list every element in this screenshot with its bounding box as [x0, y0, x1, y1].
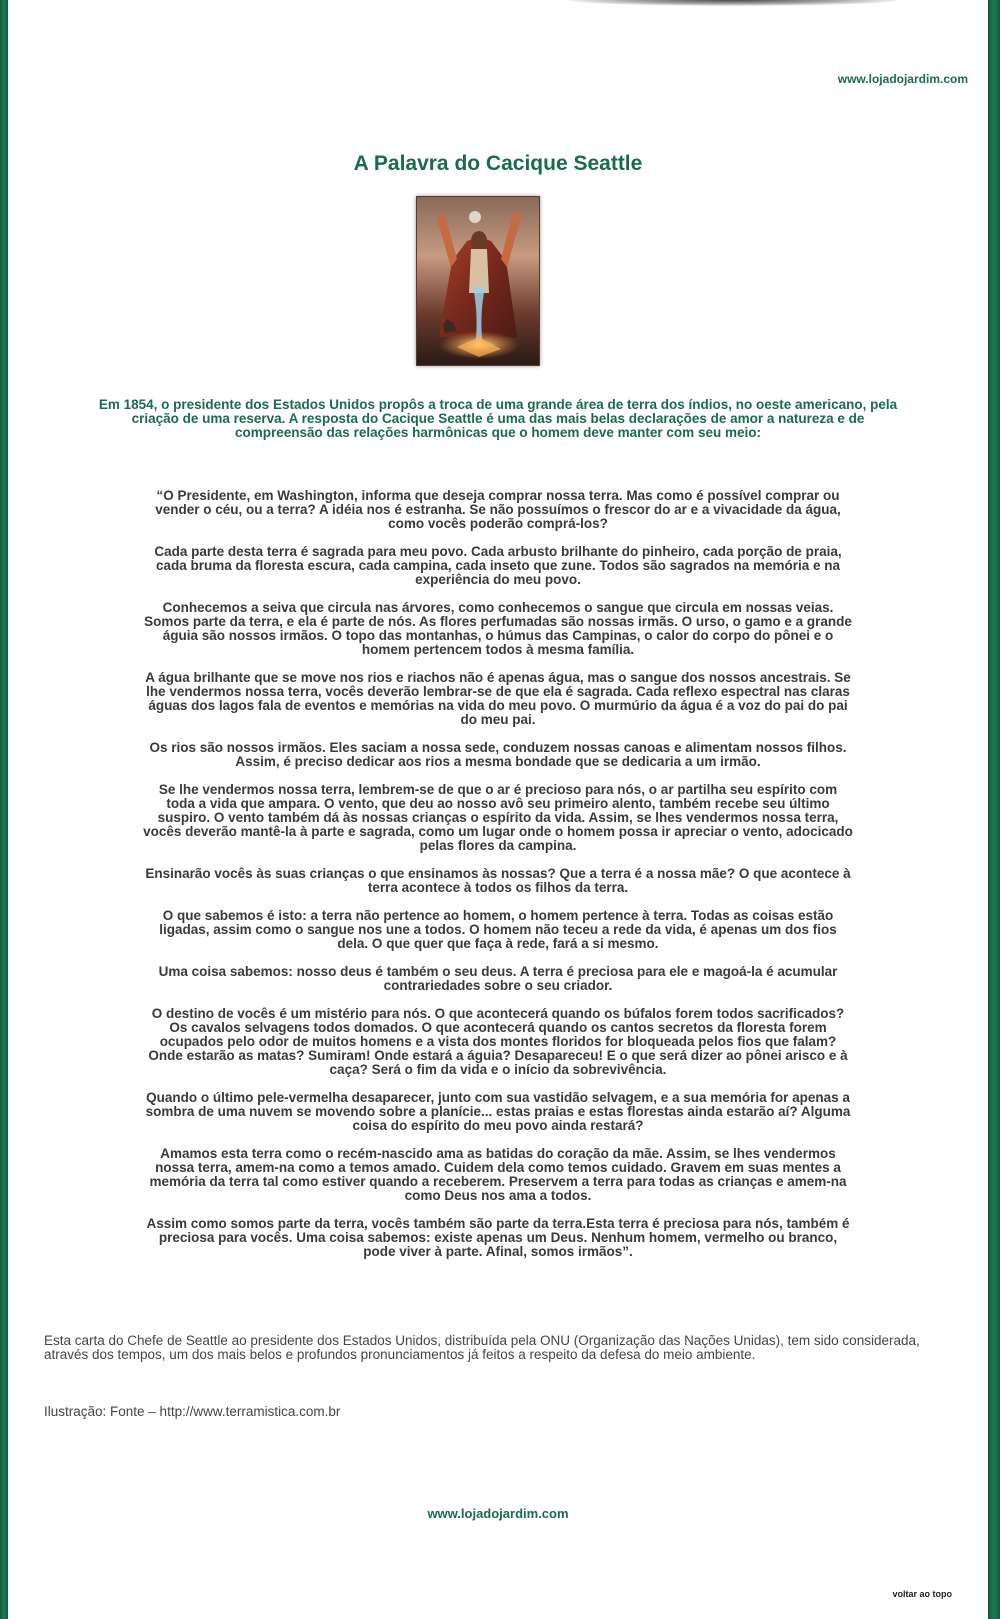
illustration-image — [417, 197, 539, 365]
left-border — [0, 0, 8, 1619]
site-link-top[interactable]: www.lojadojardim.com — [837, 72, 968, 86]
letter-paragraph: Se lhe vendermos nossa terra, lembrem-se de que o ar é precioso para nós, o ar partilha seu espírito com toda a vida que ampara. O vento, que deu ao nosso avô seu primeiro alento, também recebe seu último suspiro. O vento também dá às nossas crianças o espírito da vida. Assim, se lhes vendermos nossa terra, vocês deverão mantê-la à parte e sagrada, como um lugar onde o homem possa ir apreciar o vento, adocicado pelas flores da campina. — [143, 782, 853, 853]
letter-paragraph: O destino de vocês é um mistério para nós. O que acontecerá quando os búfalos forem todos sacrificados? Os cavalos selvagens todos domados. O que acontecerá quando os cantos secretos da floresta forem ocupados pelo odor de muitos homens e a vista dos montes floridos for bloqueada pelos fios que falam? Onde estarão as matas? Sumiram! Onde estará a águia? Desapareceu! E o que será dizer ao pônei arisco e à caça? Será o fim da vida e o início da sobrevivência. — [148, 1006, 848, 1077]
illustration-credit: Ilustração: Fonte – http://www.terramistica.com.br — [44, 1404, 341, 1419]
top-shadow-decoration — [568, 0, 898, 6]
letter-paragraph: Quando o último pele-vermelha desaparecer, junto com sua vastidão selvagem, e a sua memória for apenas a sombra de uma nuvem se movendo sobre a planície... estas praias e estas florestas ainda estarão aí? Alguma coisa do espírito do meu povo ainda restará? — [145, 1090, 851, 1133]
cacique-illustration — [416, 196, 540, 366]
letter-paragraph: Uma coisa sabemos: nosso deus é também o seu deus. A terra é preciosa para ele e magoá-la é acumular contrariedades sobre o seu criador. — [158, 964, 838, 993]
letter-body — [143, 489, 853, 1273]
letter-paragraph: Assim como somos parte da terra, vocês também são parte da terra.Esta terra é preciosa para nós, também é preciosa para vocês. Uma coisa sabemos: existe apenas um Deus. Nenhum homem, vermelho ou branco, pode viver à parte. Afinal, somos irmãos”. — [146, 1216, 850, 1259]
letter-paragraph: Os rios são nossos irmãos. Eles saciam a nossa sede, conduzem nossas canoas e alimentam nossos filhos. Assim, é preciso dedicar aos rios a mesma bondade que se dedicaria a um irmão. — [149, 740, 847, 769]
back-to-top-link[interactable]: voltar ao topo — [892, 1589, 952, 1599]
letter-paragraph: Conhecemos a seiva que circula nas árvores, como conhecemos o sangue que circula em nossas veias. Somos parte da terra, e ela é parte de nós. As flores perfumadas são nossas irmãs. O urso, o gamo e a grande águia são nossos irmãos. O topo das montanhas, o húmus das Campinas, o calor do corpo do pônei e o homem pertencem todos à mesma família. — [144, 600, 852, 657]
letter-paragraph: Ensinarão vocês às suas crianças o que ensinamos às nossas? Que a terra é a nossa mãe? O que acontece à terra acontece à todos os filhos da terra. — [145, 866, 851, 895]
site-link-bottom[interactable]: www.lojadojardim.com — [427, 1506, 569, 1521]
intro-paragraph: Em 1854, o presidente dos Estados Unidos propôs a troca de uma grande área de terra dos índios, no oeste americano, pela criação de uma reserva. A resposta do Cacique Seattle é uma das mais belas declarações de amor a natureza e de compreensão das relações harmônicas que o homem deve manter com seu meio: — [98, 397, 898, 440]
letter-paragraph: A água brilhante que se move nos rios e riachos não é apenas água, mas o sangue dos nossos ancestrais. Se lhe vendermos nossa terra, vocês deverão lembrar-se de que ela é sagrada. Cada reflexo espectral nas claras águas dos lagos fala de eventos e memórias na vida do meu povo. O murmúrio da água é a voz do pai do pai do meu pai. — [145, 670, 851, 727]
letter-paragraph: Amamos esta terra como o recém-nascido ama as batidas do coração da mãe. Assim, se lhes vendermos nossa terra, amem-na como a temos amado. Cuidem dela como temos cuidado. Gravem em suas mentes a memória da terra tal como estiver quando a receberem. Preservem a terra para todas as crianças e amem-na como Deus nos ama a todos. — [149, 1146, 847, 1203]
content-area — [8, 0, 988, 1619]
page-title: A Palavra do Cacique Seattle — [353, 152, 643, 175]
letter-paragraph: “O Presidente, em Washington, informa que deseja comprar nossa terra. Mas como é possível comprar ou vender o céu, ou a terra? A idéia nos é estranha. Se não possuímos o frescor do ar e a vivacidade da água, como vocês poderão comprá-los? — [155, 488, 841, 531]
letter-paragraph: O que sabemos é isto: a terra não pertence ao homem, o homem pertence à terra. Todas as coisas estão ligadas, assim como o sangue nos une a todos. O homem não teceu a rede da vida, é apenas um dos fios dela. O que quer que faça à rede, fará a si mesmo. — [159, 908, 837, 951]
letter-paragraph: Cada parte desta terra é sagrada para meu povo. Cada arbusto brilhante do pinheiro, cada porção de praia, cada bruma da floresta escura, cada campina, cada inseto que zune. Todos são sagrados na memória e na experiência do meu povo. — [154, 544, 842, 587]
right-border — [988, 0, 1000, 1619]
footer-note: Esta carta do Chefe de Seattle ao presidente dos Estados Unidos, distribuída pela ONU (Organização das Nações Unidas), tem sido considerada, através dos tempos, um dos mais belos e profundos pronunciamentos já feitos a respeito da defesa do meio ambiente. — [44, 1333, 920, 1362]
